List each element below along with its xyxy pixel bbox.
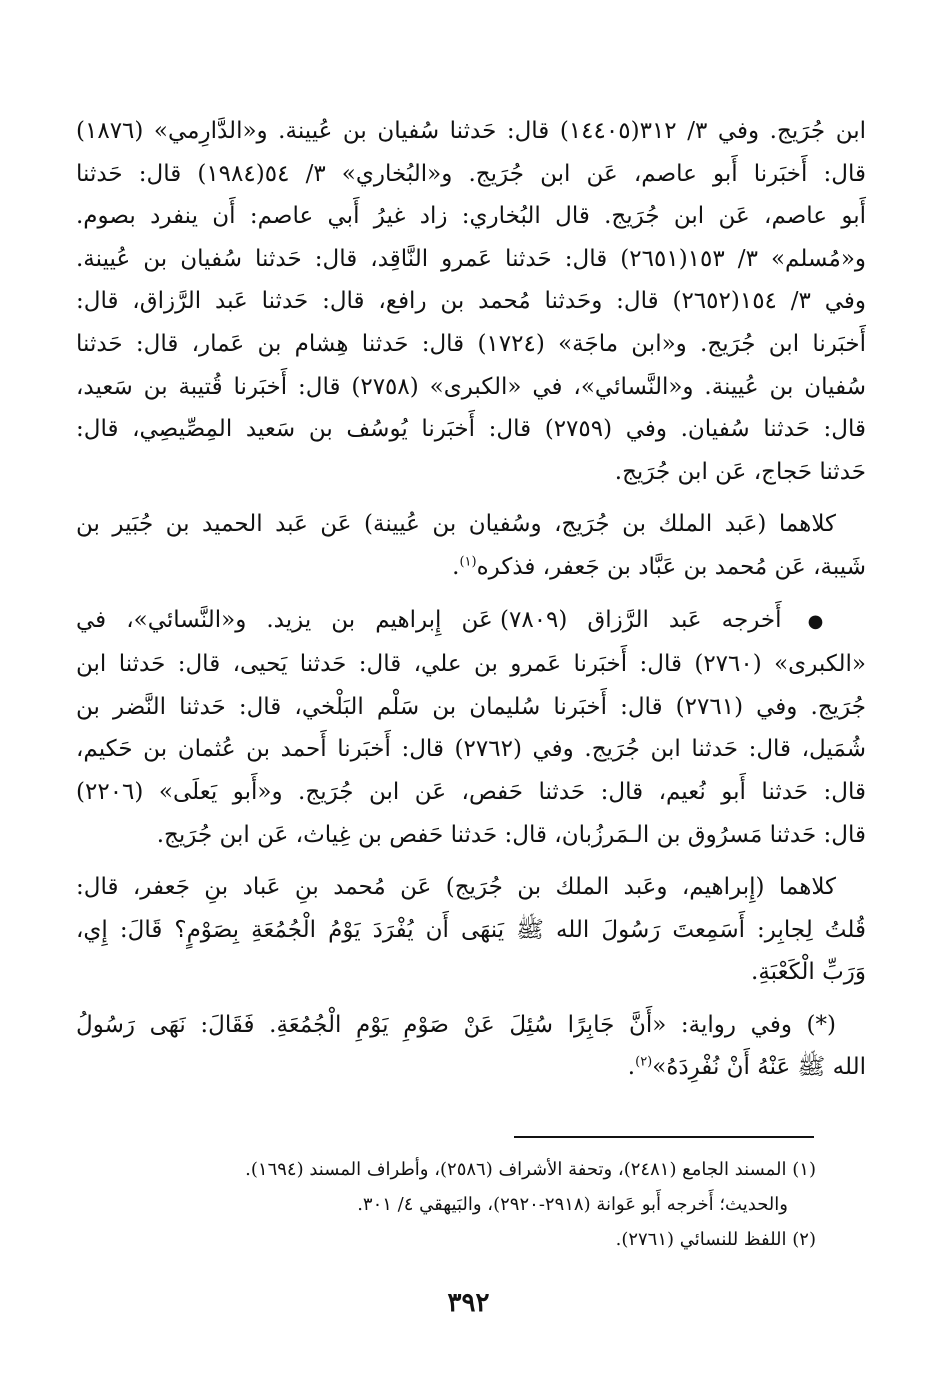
footnote-separator <box>514 1136 814 1138</box>
paragraph-sources <box>76 110 866 493</box>
text-line: قال: حَدثنا مَسرُوق بن الـمَرزُبان، قال: حَدثنا حَفص بن غِياث، عَن ابن جُرَيج. <box>156 821 866 848</box>
footnotes <box>140 1152 816 1257</box>
text-line: قال: حَدثنا أَبو نُعيم، قال: حَدثنا حَفص، عَن ابن جُرَيج. و«أَبو يَعلَى» (٢٢٠٦) <box>76 778 866 805</box>
page-body <box>76 110 866 1099</box>
footnote-1: (١) المسند الجامع (٢٤٨١)، وتحفة الأشراف (٢٥٨٦)، وأطراف المسند (١٦٩٤). <box>245 1159 816 1180</box>
text-line: شَيبة، عَن مُحمد بن عَبَّاد بن جَعفر، فذكره$^{(١)}$. <box>452 553 866 580</box>
text-line <box>76 1046 866 1089</box>
paragraph-riwaya <box>76 1004 866 1089</box>
paragraph-hadith <box>76 866 866 994</box>
footnote-2: (٢) اللفظ للنسائي (٢٧٦١). <box>615 1229 816 1250</box>
text-line-content: الله ﷺ عَنْهُ أَنْ نُفْرِدَهُ» <box>652 1054 866 1081</box>
text-line: أَخبَرنا ابن جُرَيج. و«ابن ماجَة» (١٧٢٤) قال: حَدثنا هِشام بن عَمار، قال: حَدثنا <box>76 330 866 357</box>
text-line: و«مُسلم» ٣/ ١٥٣(٢٦٥١) قال: حَدثنا عَمرو النَّاقِد، قال: حَدثنا سُفيان بن عُيينة. <box>76 245 866 272</box>
text-line: شُمَيل، قال: حَدثنا ابن جُرَيج. وفي (٢٧٦٢) قال: أَخبَرنا أَحمد بن عُثمان بن حَكيم، <box>76 736 866 763</box>
main-text <box>76 110 866 1089</box>
text-line-content: شَيبة، عَن مُحمد بن عَبَّاد بن جَعفر، فذكره <box>476 553 866 580</box>
text-line: كلاهما (عَبد الملك بن جُرَيج، وسُفيان بن عُيينة) عَن عَبد الحميد بن جُبَير بن <box>76 511 836 538</box>
text-line: جُرَيج. وفي (٢٧٦١) قال: أَخبَرنا سُليمان بن سَلْم البَلْخي، قال: حَدثنا النَّضر بن <box>76 693 866 720</box>
bullet-icon: ● <box>807 610 836 632</box>
text-line: قال: حَدثنا سُفيان. وفي (٢٧٥٩) قال: أَخبَرنا يُوسُف بن سَعيد المِصِّيصِي، قال: <box>76 416 867 443</box>
text-line: (*) وفي رواية: «أَنَّ جَابِرًا سُئِلَ عَنْ صَوْمِ يَوْمِ الْجُمُعَةِ. فَقَالَ: نَهَى رَسُولُ <box>76 1011 836 1038</box>
text-line: وَرَبِّ الْكَعْبَةِ. <box>751 959 866 986</box>
paragraph-both-chain <box>76 503 866 588</box>
paragraph-takhrij <box>76 599 866 857</box>
text-line-content: أَخرجه عَبد الرَّزاق (٧٨٠٩) عَن إِبراهيم بن يزيد. و«النَّسائي»، في <box>76 606 782 633</box>
footnote-ref-2: (٢) <box>635 1054 653 1070</box>
page-number: ٣٩٢ <box>447 1288 490 1318</box>
text-line <box>76 599 866 644</box>
footnote-ref-1: (١) <box>459 554 477 570</box>
text-line: حَدثنا حَجاج، عَن ابن جُرَيج. <box>614 458 866 485</box>
text-line-end: . <box>627 1054 636 1081</box>
text-line: ابن جُرَيج. وفي ٣/ ٣١٢(١٤٤٠٥) قال: حَدثنا سُفيان بن عُيينة. و«الدَّارِمي» (١٨٧٦) <box>76 118 866 144</box>
text-line: قُلتُ لِجابِر: أَسَمِعتَ رَسُولَ الله ﷺ يَنهَى أَن يُفْرَدَ يَوْمُ الْجُمُعَةِ بِصَوْمٍ؟ قَالَ: إِي، <box>76 916 866 943</box>
footnote-1-continuation: والحديث؛ أَخرجه أَبو عَوانة (٢٩١٨-٢٩٢٠)، والبَيهقي ٤/ ٣٠١. <box>357 1194 788 1215</box>
text-line: كلاهما (إِبراهيم، وعَبد الملك بن جُرَيج) عَن مُحمد بنِ عَباد بنِ جَعفر، قال: <box>76 874 836 901</box>
text-line: سُفيان بن عُيينة. و«النَّسائي»، في «الكبرى» (٢٧٥٨) قال: أَخبَرنا قُتيبة بن سَعيد، <box>76 373 866 400</box>
text-line: قال: أَخبَرنا أَبو عاصم، عَن ابن جُرَيج. و«البُخاري» ٣/ ٥٤(١٩٨٤) قال: حَدثنا <box>76 160 866 187</box>
text-line: أَبو عاصم، عَن ابن جُرَيج. قال البُخاري: زاد غيرُ أَبي عاصم: أَن ينفرد بصوم. <box>76 203 866 230</box>
text-line: وفي ٣/ ١٥٤(٢٦٥٢) قال: وحَدثنا مُحمد بن رافع، قال: حَدثنا عَبد الرَّزاق، قال: <box>76 288 866 315</box>
text-line: «الكبرى» (٢٧٦٠) قال: أَخبَرنا عَمرو بن علي، قال: حَدثنا يَحيى، قال: حَدثنا ابن <box>76 651 866 678</box>
